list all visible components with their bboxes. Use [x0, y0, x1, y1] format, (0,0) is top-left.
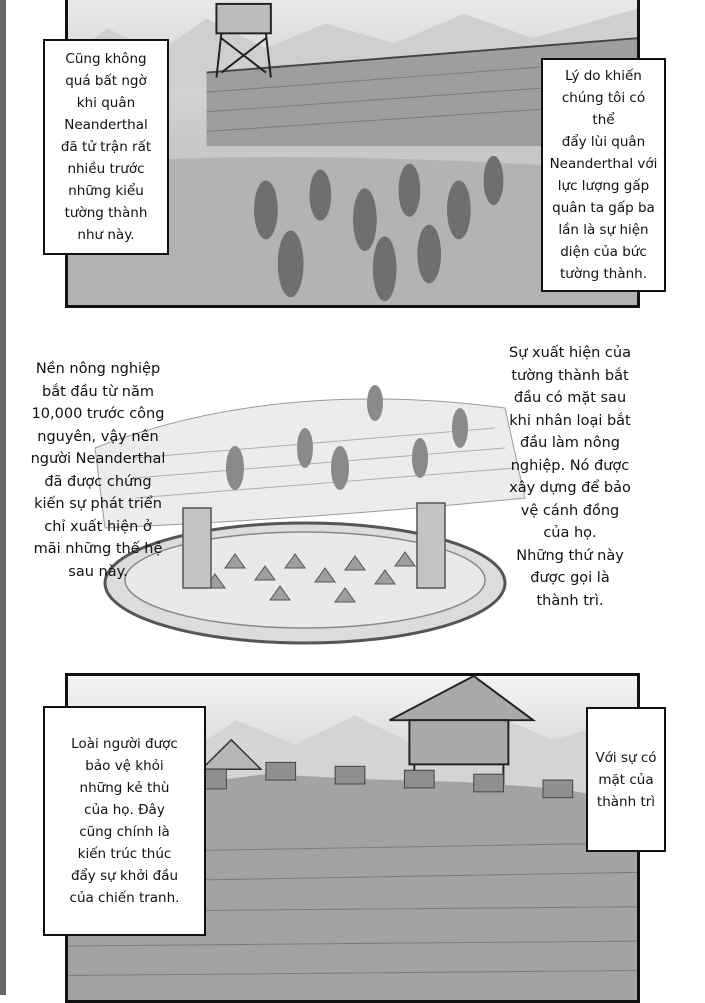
caption-left: Cũng không quá bất ngờ khi quân Neanderthal đã tử trận rất nhiều trước những kiểu tường thành như này. — [43, 39, 169, 255]
caption-right: Lý do khiến chúng tôi có thể đẩy lùi quân Neanderthal với lực lượng gấp quân ta gấp ba lần là sự hiện diện của bức tường thành. — [541, 58, 666, 292]
caption-right: Với sự có mặt của thành trì — [586, 707, 666, 852]
panel-stronghold — [65, 673, 657, 1003]
middle-text-left: Nền nông nghiệp bắt đầu từ năm 10,000 trước công nguyên, vậy nên người Neanderthal đã được chứng kiến sự phát triển chỉ xuất hiện ở mãi những thế hệ sau này. — [30, 361, 166, 580]
middle-text-right: Sự xuất hiện của tường thành bắt đầu có mặt sau khi nhân loại bắt đầu làm nông nghiệp. Nó được xây dựng để bảo vệ cánh đồng của họ. Những thứ này được gọi là thành trì. — [509, 345, 631, 609]
page-left-edge — [0, 0, 6, 995]
tower-right-icon — [417, 503, 445, 588]
panel-battle-at-wall — [60, 0, 658, 308]
caption-left: Loài người được bảo vệ khỏi những kẻ thù của họ. Đây cũng chính là kiến trúc thúc đẩy sự khởi đầu của chiến tranh. — [43, 706, 206, 936]
tower-left-icon — [183, 508, 211, 588]
